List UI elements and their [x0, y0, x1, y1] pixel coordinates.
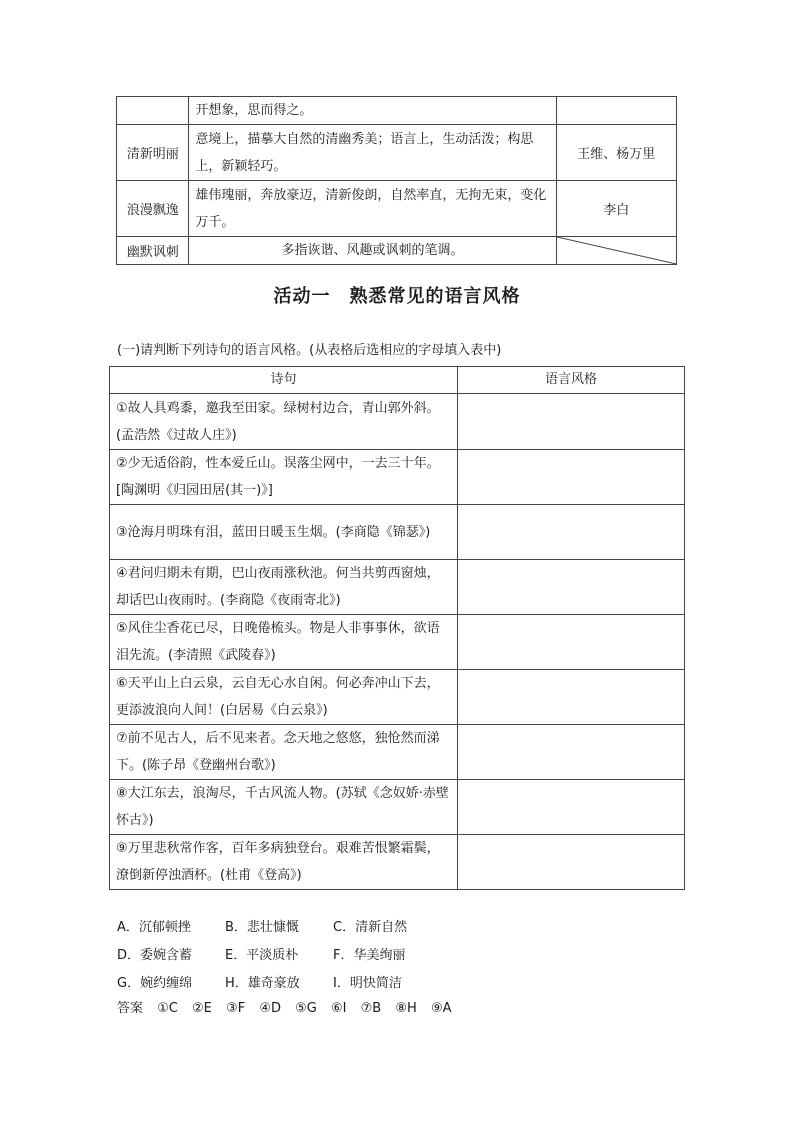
answer-label: 答案	[117, 1001, 144, 1016]
option-item: G．婉约缠绵	[117, 976, 193, 991]
table-row	[117, 97, 677, 125]
poem-cell: ⑥天平山上白云泉，云自无心水自闲。何必奔冲山下去，更添波浪向人间！(白居易《白云泉》)	[110, 670, 458, 725]
style-answer-cell[interactable]	[458, 560, 685, 615]
style-answer-cell[interactable]	[458, 450, 685, 505]
style-cell	[117, 97, 189, 125]
option-item: E．平淡质朴	[225, 948, 299, 963]
options-list	[117, 914, 441, 998]
description-cell: 开想象，思而得之。	[189, 97, 556, 125]
description-cell: 意境上，描摹大自然的清幽秀美；语言上，生动活泼；构思上，新颖轻巧。	[189, 125, 556, 181]
answer-item: ⑧H	[395, 1001, 417, 1016]
table-row	[110, 670, 685, 725]
poem-cell: ③沧海月明珠有泪，蓝田日暖玉生烟。(李商隐《锦瑟》)	[110, 505, 458, 560]
poem-cell: ⑤风住尘香花已尽，日晚倦梳头。物是人非事事休，欲语泪先流。(李清照《武陵春》)	[110, 615, 458, 670]
poem-cell: ⑦前不见古人，后不见来者。念天地之悠悠，独怆然而涕下。(陈子昂《登幽州台歌》)	[110, 725, 458, 780]
table-row	[117, 181, 677, 237]
style-answer-cell[interactable]	[458, 835, 685, 890]
poem-style-table	[109, 366, 685, 890]
poem-cell: ⑨万里悲秋常作客，百年多病独登台。艰难苦恨繁霜鬓，潦倒新停浊酒杯。(杜甫《登高》)	[110, 835, 458, 890]
table-row	[110, 560, 685, 615]
description-cell: 雄伟瑰丽，奔放豪迈，清新俊朗，自然率直，无拘无束，变化万千。	[189, 181, 556, 237]
poem-cell: ④君问归期未有期，巴山夜雨涨秋池。何当共剪西窗烛，却话巴山夜雨时。(李商隐《夜雨寄北》)	[110, 560, 458, 615]
answer-item: ④D	[259, 1001, 281, 1016]
option-item: H．雄奇豪放	[225, 976, 300, 991]
answer-line	[117, 997, 462, 1016]
answer-item: ⑦B	[360, 1001, 382, 1016]
table-row	[110, 725, 685, 780]
poem-cell: ②少无适俗韵，性本爱丘山。误落尘网中，一去三十年。[陶渊明《归园田居(其一)》]	[110, 450, 458, 505]
answer-item: ③F	[226, 1001, 246, 1016]
poet-cell: 李白	[556, 181, 676, 237]
answer-item: ⑤G	[295, 1001, 317, 1016]
answer-item: ①C	[157, 1001, 178, 1016]
style-cell: 幽默讽刺	[117, 237, 189, 265]
option-item: A．沉郁顿挫	[117, 920, 191, 935]
style-answer-cell[interactable]	[458, 670, 685, 725]
table-header-row	[110, 367, 685, 394]
answer-item: ⑥I	[331, 1001, 347, 1016]
empty-diagonal-cell	[556, 237, 676, 265]
option-item: I．明快简洁	[333, 976, 402, 991]
table-row	[110, 450, 685, 505]
style-answer-cell[interactable]	[458, 725, 685, 780]
options-row	[117, 970, 441, 998]
options-row	[117, 942, 441, 970]
table-row	[117, 237, 677, 265]
style-reference-table	[116, 96, 677, 265]
poem-cell: ①故人具鸡黍，邀我至田家。绿树村边合，青山郭外斜。(孟浩然《过故人庄》)	[110, 394, 458, 450]
description-cell: 多指诙谐、风趣或讽刺的笔调。	[189, 237, 556, 265]
poet-cell	[556, 97, 676, 125]
style-cell: 清新明丽	[117, 125, 189, 181]
style-answer-cell[interactable]	[458, 780, 685, 835]
poet-cell: 王维、杨万里	[556, 125, 676, 181]
answer-item: ②E	[192, 1001, 212, 1016]
answer-item: ⑨A	[430, 1001, 452, 1016]
option-item: C．清新自然	[333, 920, 408, 935]
options-row	[117, 914, 441, 942]
style-answer-cell[interactable]	[458, 615, 685, 670]
diagonal-line	[557, 237, 676, 264]
header-poem: 诗句	[110, 367, 458, 394]
header-style: 语言风格	[458, 367, 685, 394]
table-row	[110, 780, 685, 835]
style-cell: 浪漫飘逸	[117, 181, 189, 237]
table-row	[110, 835, 685, 890]
option-item: F．华美绚丽	[333, 948, 406, 963]
style-answer-cell[interactable]	[458, 394, 685, 450]
instruction-text: (一)请判断下列诗句的语言风格。(从表格后选相应的字母填入表中)	[117, 343, 502, 358]
activity-title: 活动一 熟悉常见的语言风格	[273, 286, 521, 307]
style-answer-cell[interactable]	[458, 505, 685, 560]
table-row	[110, 394, 685, 450]
option-item: D．委婉含蓄	[117, 948, 193, 963]
option-item: B．悲壮慷慨	[225, 920, 299, 935]
table-row	[110, 615, 685, 670]
poem-cell: ⑧大江东去，浪淘尽，千古风流人物。(苏轼《念奴娇·赤壁怀古》)	[110, 780, 458, 835]
table-row	[117, 125, 677, 181]
table-row	[110, 505, 685, 560]
